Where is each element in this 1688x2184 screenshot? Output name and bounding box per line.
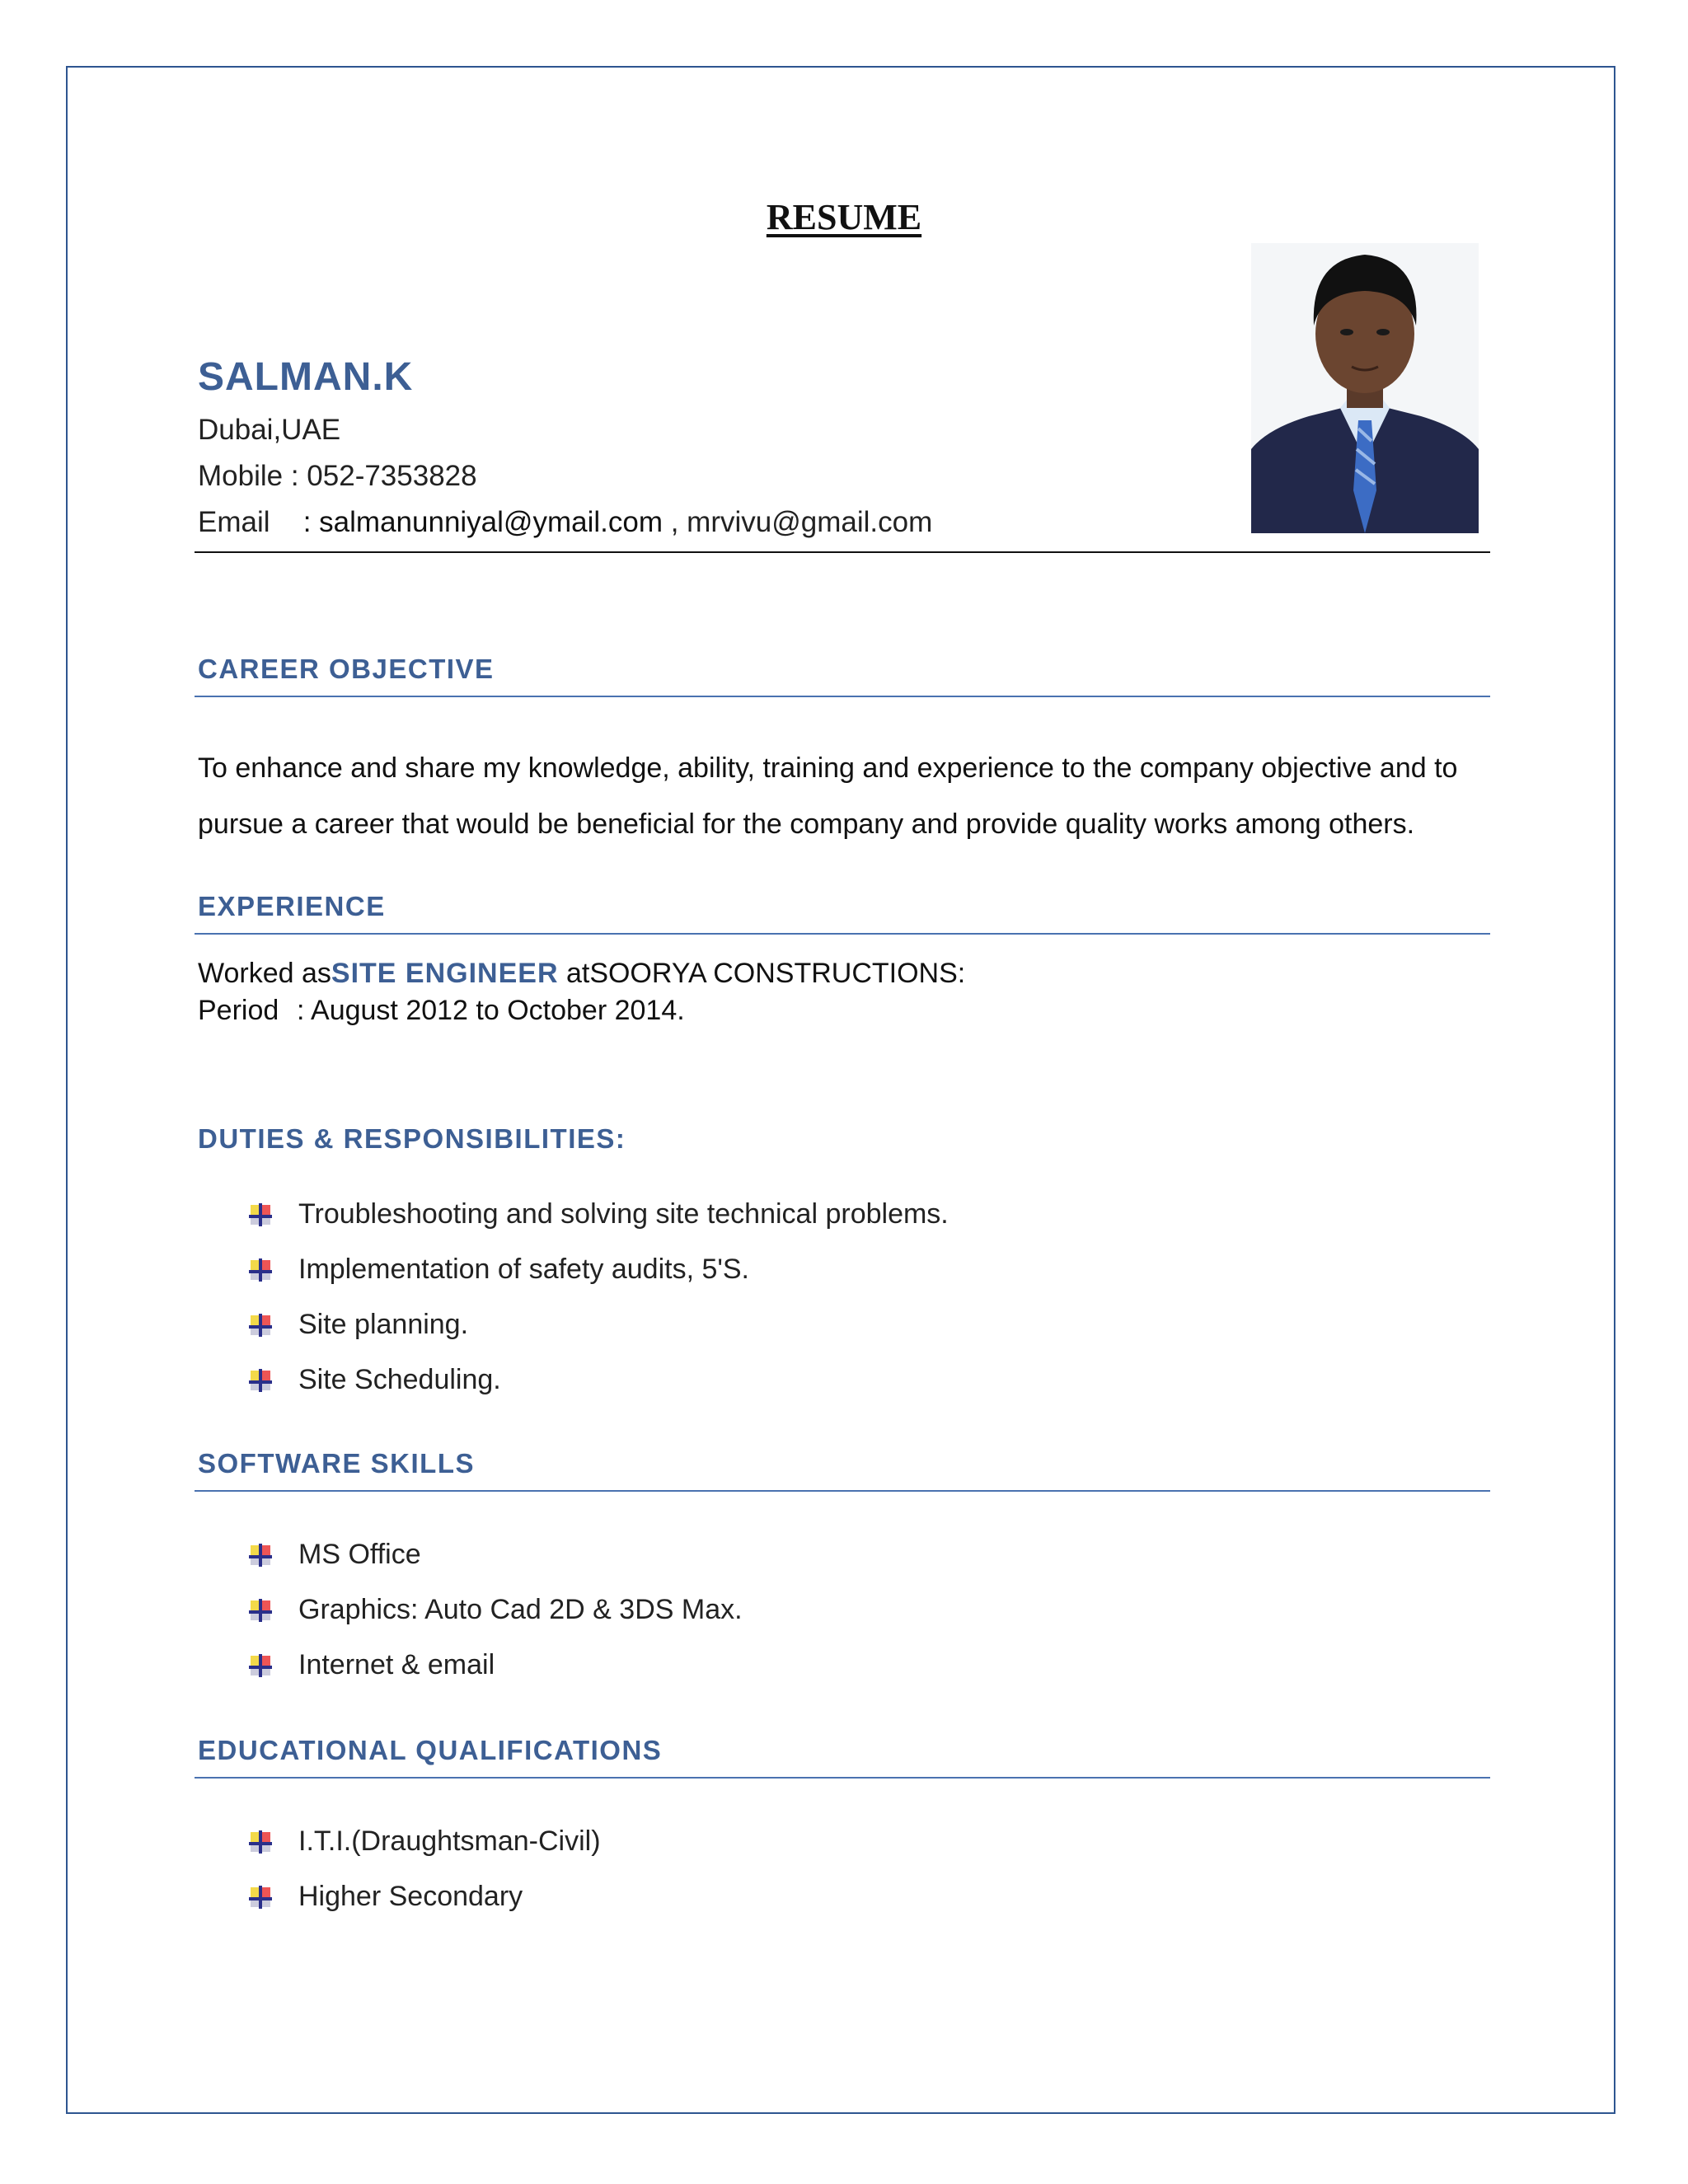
duties-heading: DUTIES & RESPONSIBILITIES:	[198, 1123, 626, 1154]
bullet-icon	[247, 1597, 274, 1624]
career-objective-text: To enhance and share my knowledge, ability, training and experience to the company objective and to pursue a career that would be beneficial for the company and provide quality works among others.	[198, 752, 1458, 840]
bullet-icon	[247, 1652, 274, 1679]
education-list	[247, 1814, 601, 1924]
list-item: Troubleshooting and solving site technical problems.	[247, 1187, 949, 1242]
document-title: RESUME	[766, 197, 922, 237]
list-item: Higher Secondary	[247, 1869, 601, 1924]
bullet-icon	[247, 1829, 274, 1855]
profile-photo	[1251, 243, 1479, 533]
email-primary-link[interactable]: : salmanunniyal@ymail.com	[302, 506, 663, 538]
email-row	[198, 506, 932, 539]
bullet-icon	[247, 1202, 274, 1228]
duties-list	[247, 1187, 949, 1408]
person-portrait-icon	[1251, 243, 1479, 533]
experience-period-line	[198, 995, 685, 1027]
location: Dubai,UAE	[198, 414, 341, 446]
bullet-icon	[247, 1257, 274, 1283]
list-item: MS Office	[247, 1527, 743, 1582]
mobile-row	[198, 460, 477, 493]
education-heading: EDUCATIONAL QUALIFICATIONS	[198, 1735, 663, 1765]
email-label: Email	[198, 506, 270, 538]
job-role: SITE ENGINEER	[331, 958, 559, 989]
mobile-label: Mobile	[198, 460, 284, 492]
header-divider	[195, 551, 1490, 553]
software-skills-list	[247, 1527, 743, 1693]
email-secondary-link[interactable]: , mrvivu@gmail.com	[670, 506, 933, 538]
list-item: Graphics: Auto Cad 2D & 3DS Max.	[247, 1582, 743, 1638]
list-item: I.T.I.(Draughtsman-Civil)	[247, 1814, 601, 1869]
list-item: Site Scheduling.	[247, 1352, 949, 1408]
bullet-icon	[247, 1312, 274, 1338]
mobile-number: : 052-7353828	[290, 460, 477, 492]
software-skills-heading: SOFTWARE SKILLS	[198, 1448, 475, 1479]
career-objective-heading: CAREER OBJECTIVE	[198, 654, 495, 684]
list-item: Implementation of safety audits, 5'S.	[247, 1242, 949, 1297]
experience-heading: EXPERIENCE	[198, 891, 386, 921]
at-prefix: at	[558, 958, 590, 989]
section-divider	[195, 933, 1490, 935]
section-divider	[195, 1490, 1490, 1492]
company-name: SOORYA CONSTRUCTIONS:	[589, 958, 966, 989]
bullet-icon	[247, 1542, 274, 1568]
period-value: : August 2012 to October 2014.	[297, 995, 685, 1026]
list-item: Site planning.	[247, 1297, 949, 1352]
list-item: Internet & email	[247, 1638, 743, 1693]
section-divider	[195, 1777, 1490, 1779]
period-label: Period	[198, 995, 279, 1026]
bullet-icon	[247, 1884, 274, 1910]
bullet-icon	[247, 1367, 274, 1394]
section-divider	[195, 696, 1490, 697]
candidate-name: SALMAN.K	[198, 355, 414, 399]
experience-role-line	[198, 958, 965, 990]
worked-as-prefix: Worked as	[198, 958, 331, 989]
